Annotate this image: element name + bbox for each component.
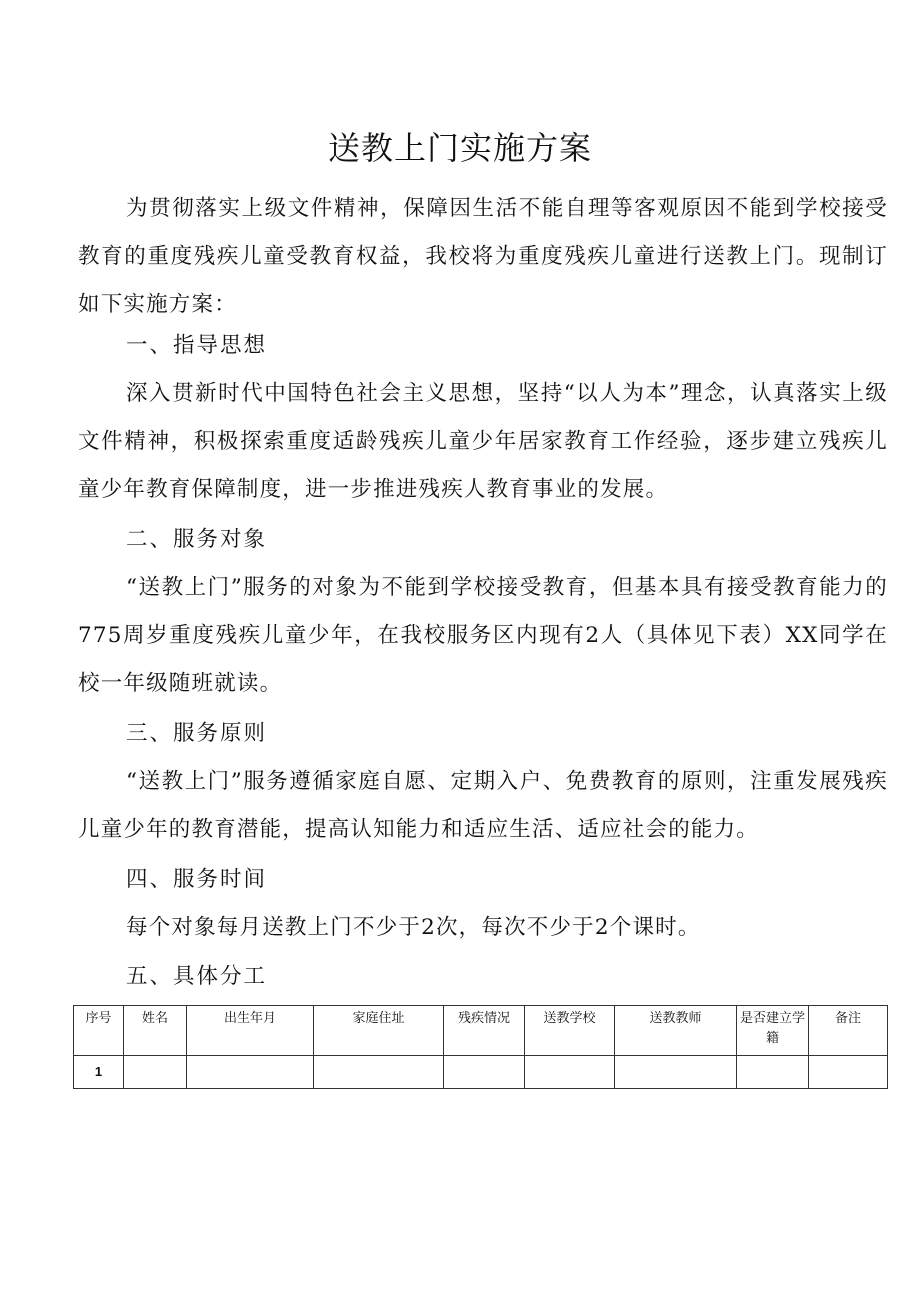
- section-body-service-principle: “送教上门”服务遵循家庭自愿、定期入户、免费教育的原则，注重发展残疾儿童少年的教育潜能，提高认知能力和适应生活、适应社会的能力。: [78, 769, 888, 842]
- header-birth-date: 出生年月: [187, 1006, 314, 1056]
- header-home-address: 家庭住址: [314, 1006, 444, 1056]
- section-heading-division-of-work: 五、具体分工: [126, 964, 268, 989]
- table-cell-index: 1: [74, 1056, 124, 1089]
- section-body-guiding-thought: 深入贯新时代中国特色社会主义思想，坚持“以人为本”理念，认真落实上级文件精神，积极探索重度适龄残疾儿童少年居家教育工作经验，逐步建立残疾儿童少年教育保障制度，进一步推进残疾人教育事业的发展。: [78, 381, 888, 502]
- intro-paragraph: 为贯彻落实上级文件精神，保障因生活不能自理等客观原因不能到学校接受教育的重度残疾儿童受教育权益，我校将为重度残疾儿童进行送教上门。现制订如下实施方案：: [78, 196, 888, 317]
- header-disability-status: 残疾情况: [444, 1006, 525, 1056]
- header-index: 序号: [74, 1006, 124, 1056]
- assignment-table: [73, 1005, 888, 1089]
- header-remarks: 备注: [809, 1006, 888, 1056]
- header-name: 姓名: [124, 1006, 187, 1056]
- table-cell-teacher: [615, 1056, 737, 1089]
- table-row: [74, 1056, 888, 1089]
- section-heading-service-target: 二、服务对象: [126, 527, 268, 552]
- table-cell-birth-date: [187, 1056, 314, 1089]
- section-heading-guiding-thought: 一、指导思想: [126, 333, 268, 358]
- section-heading-service-time: 四、服务时间: [126, 867, 268, 892]
- table-cell-enrollment-status: [737, 1056, 809, 1089]
- table-cell-name: [124, 1056, 187, 1089]
- header-teacher: 送教教师: [615, 1006, 737, 1056]
- table-header-row: [74, 1006, 888, 1056]
- section-body-service-target: “送教上门”服务的对象为不能到学校接受教育，但基本具有接受教育能力的775周岁重度残疾儿童少年，在我校服务区内现有2人（具体见下表）XX同学在校一年级随班就读。: [78, 575, 888, 696]
- table-cell-remarks: [809, 1056, 888, 1089]
- header-enrollment-status: 是否建立学籍: [737, 1006, 809, 1056]
- table-cell-school: [525, 1056, 615, 1089]
- table-cell-home-address: [314, 1056, 444, 1089]
- header-school: 送教学校: [525, 1006, 615, 1056]
- section-body-service-time: 每个对象每月送教上门不少于2次，每次不少于2个课时。: [126, 915, 701, 940]
- section-heading-service-principle: 三、服务原则: [126, 721, 268, 746]
- document-title: 送教上门实施方案: [327, 129, 592, 167]
- table-cell-disability-status: [444, 1056, 525, 1089]
